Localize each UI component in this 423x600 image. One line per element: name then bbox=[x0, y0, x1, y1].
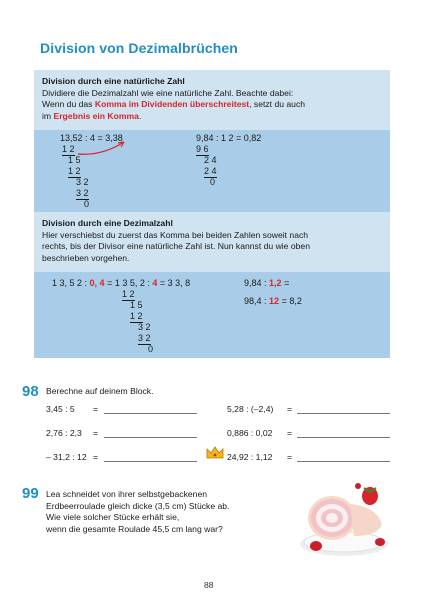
division-row: 1 2 bbox=[130, 311, 143, 321]
section1-line2 bbox=[42, 99, 387, 111]
task99-line3: Wie viele solcher Stücke erhält sie, bbox=[46, 512, 180, 523]
division-row: 0 bbox=[148, 344, 154, 354]
equals-sign: = bbox=[93, 452, 99, 462]
exercise-expression: – 31,2 : 12 bbox=[46, 452, 87, 462]
text-part: = 8,2 bbox=[281, 296, 302, 306]
section2-line3: beschrieben vorgehen. bbox=[42, 252, 130, 263]
text-part: = bbox=[284, 278, 290, 288]
equals-sign: = bbox=[287, 452, 293, 462]
text-part: , setzt du auch bbox=[249, 99, 306, 110]
division-row: 1 3, 5 2 : 0, 4 = 1 3 5, 2 : 4 = 3 3, 8 bbox=[52, 278, 191, 288]
text-part: . bbox=[138, 110, 142, 121]
task98-instruction: Berechne auf deinem Block. bbox=[46, 386, 154, 396]
division-row: 0 bbox=[84, 199, 90, 209]
exercise-expression: 24,92 : 1,12 bbox=[227, 452, 273, 462]
highlight-text: Ergebnis ein Komma bbox=[53, 110, 139, 121]
answer-line[interactable] bbox=[297, 461, 390, 462]
section1-line3 bbox=[42, 111, 387, 123]
division-row: 1 5 bbox=[68, 155, 81, 165]
equals-sign: = bbox=[93, 404, 99, 414]
shifted-dividend: = 1 3 5, 2 : bbox=[107, 278, 150, 288]
result: = 3 3, 8 bbox=[159, 278, 191, 288]
shift-example-row1 bbox=[244, 278, 289, 289]
division-row: 3 2 bbox=[138, 333, 151, 343]
division-row: 1 5 bbox=[130, 300, 143, 310]
division-row: 9 6 bbox=[196, 144, 209, 154]
dividend: 1 3, 5 2 bbox=[52, 278, 83, 288]
division-row: 13,52 : 4 = 3,38 bbox=[60, 133, 123, 143]
division-row: 1 2 bbox=[122, 289, 135, 299]
exercise-expression: 2,76 : 2,3 bbox=[46, 428, 82, 438]
crown-icon bbox=[206, 446, 224, 460]
highlight-text: Komma im Dividenden überschreitest bbox=[94, 99, 250, 110]
shift-example-row2 bbox=[244, 296, 302, 307]
equals-sign: = bbox=[287, 404, 293, 414]
section2-line2: rechts, bis der Divisor eine natürliche Zahl ist. Nun kannst du wie oben bbox=[42, 241, 310, 252]
text-part: 98,4 : bbox=[244, 296, 267, 306]
task-number-99: 99 bbox=[22, 485, 39, 502]
task99-line1: Lea schneidet von ihrer selbstgebackenen bbox=[46, 489, 208, 499]
answer-line[interactable] bbox=[297, 437, 390, 438]
page-number: 88 bbox=[204, 580, 214, 590]
division-row: 1 2 bbox=[68, 166, 81, 176]
text-part: Wenn du das bbox=[42, 99, 95, 110]
division-row: 1 2 bbox=[62, 144, 75, 154]
section2-heading: Division durch eine Dezimalzahl bbox=[42, 218, 173, 228]
comma-arrow-icon bbox=[76, 138, 128, 158]
task99-text bbox=[46, 489, 286, 535]
task99-line2: Erdbeerroulade gleich dicke (3,5 cm) Stücke ab. bbox=[46, 500, 230, 511]
section1-heading: Division durch eine natürliche Zahl bbox=[42, 76, 185, 86]
section2-line1: Hier verschiebst du zuerst das Komma bei beiden Zahlen soweit nach bbox=[42, 229, 309, 240]
answer-line[interactable] bbox=[104, 413, 197, 414]
page-title: Division von Dezimalbrüchen bbox=[40, 40, 238, 56]
section1-line1: Dividiere die Dezimalzahl wie eine natürliche Zahl. Beachte dabei: bbox=[42, 87, 294, 98]
answer-line[interactable] bbox=[104, 437, 197, 438]
equals-sign: = bbox=[287, 428, 293, 438]
divisor-highlight: 12 bbox=[269, 296, 280, 306]
answer-line[interactable] bbox=[297, 413, 390, 414]
divisor-highlight: 0, 4 bbox=[89, 278, 105, 288]
section2-text bbox=[42, 218, 387, 264]
exercise-expression: 0,886 : 0,02 bbox=[227, 428, 273, 438]
division-row: 0 bbox=[210, 177, 216, 187]
division-row: 3 2 bbox=[76, 177, 89, 187]
answer-line[interactable] bbox=[104, 461, 197, 462]
equals-sign: = bbox=[93, 428, 99, 438]
section1-text bbox=[42, 76, 387, 122]
division-row: 3 2 bbox=[138, 322, 151, 332]
text-part: 9,84 : bbox=[244, 278, 267, 288]
exercise-expression: 5,28 : (–2,4) bbox=[227, 404, 274, 414]
task-number-98: 98 bbox=[22, 383, 39, 400]
divisor-highlight: 1,2 bbox=[269, 278, 282, 288]
division-row: 2 4 bbox=[204, 166, 217, 176]
exercise-expression: 3,45 : 5 bbox=[46, 404, 75, 414]
divisor-highlight: 4 bbox=[152, 278, 158, 288]
strawberry-roll-photo bbox=[298, 474, 390, 560]
division-row: 3 2 bbox=[76, 188, 89, 198]
text-part: im bbox=[42, 110, 54, 121]
division-row: 9,84 : 1 2 = 0,82 bbox=[196, 133, 262, 143]
division-row: 2 4 bbox=[204, 155, 217, 165]
task99-line4: wenn die gesamte Roulade 45,5 cm lang war? bbox=[46, 523, 223, 534]
